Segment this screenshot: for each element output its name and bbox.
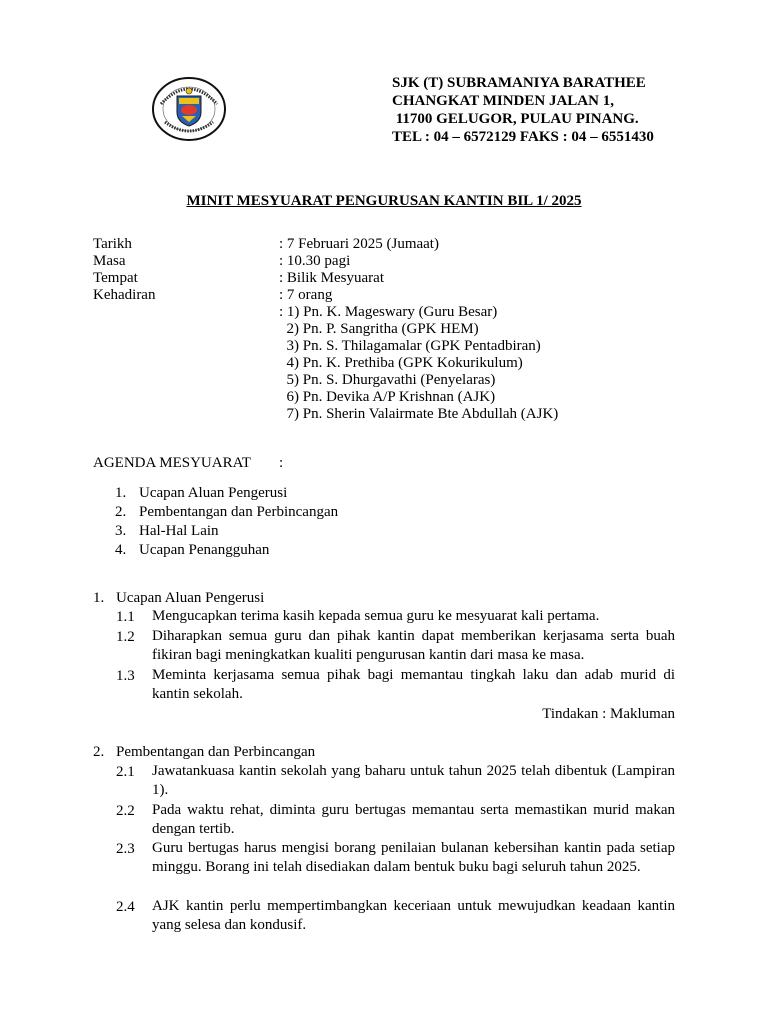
agenda-item-number: 2. — [115, 504, 127, 520]
item-number: 1.3 — [116, 668, 135, 684]
attendee-item: 7) Pn. Sherin Valairmate Bte Abdullah (AJK) — [279, 406, 559, 422]
minute-item-text: Meminta kerjasama semua pihak bagi memantau tingkah laku dan adab murid di kantin sekolah. — [152, 667, 675, 702]
section-2-number: 2. — [93, 744, 105, 760]
agenda-item: Pembentangan dan Perbincangan — [139, 504, 339, 520]
info-label-tempat: Tempat — [93, 270, 138, 286]
info-value-masa: : 10.30 pagi — [279, 253, 351, 269]
item-number: 2.4 — [116, 899, 135, 915]
agenda-item: Ucapan Penangguhan — [139, 542, 270, 558]
agenda-item-number: 1. — [115, 485, 127, 501]
section-2-title: Pembentangan dan Perbincangan — [116, 744, 316, 760]
info-label-tarikh: Tarikh — [93, 236, 132, 252]
minute-item-text: AJK kantin perlu mempertimbangkan keceriaan untuk mewujudkan keadaan kantin yang selesa dan kondusif. — [152, 898, 675, 933]
attendee-item: 4) Pn. K. Prethiba (GPK Kokurikulum) — [279, 355, 523, 371]
minute-item-text: Guru bertugas harus mengisi borang penilaian bulanan kebersihan kantin pada setiap minggu. Borang ini telah disediakan dalam bentuk buku bagi seluruh tahun 2025. — [152, 840, 675, 875]
action-note: Tindakan : Makluman — [542, 706, 675, 722]
school-name: SJK (T) SUBRAMANIYA BARATHEE — [392, 75, 646, 91]
info-value-kehadiran: : 7 orang — [279, 287, 333, 303]
info-label-masa: Masa — [93, 253, 126, 269]
address-line-1: CHANGKAT MINDEN JALAN 1, — [392, 93, 614, 109]
item-number: 2.2 — [116, 803, 135, 819]
agenda-item: Ucapan Aluan Pengerusi — [139, 485, 288, 501]
agenda-item: Hal-Hal Lain — [139, 523, 219, 539]
minute-item-text: Jawatankuasa kantin sekolah yang baharu untuk tahun 2025 telah dibentuk (Lampiran 1). — [152, 763, 675, 798]
attendee-item: 6) Pn. Devika A/P Krishnan (AJK) — [279, 389, 496, 405]
item-number: 2.3 — [116, 841, 135, 857]
agenda-colon: : — [279, 455, 284, 471]
contact-line: TEL : 04 – 6572129 FAKS : 04 – 6551430 — [392, 129, 654, 145]
section-1-number: 1. — [93, 590, 105, 606]
attendee-item: : 1) Pn. K. Mageswary (Guru Besar) — [279, 304, 498, 320]
minute-item-text: Mengucapkan terima kasih kepada semua guru ke mesyuarat kali pertama. — [152, 608, 600, 624]
item-number: 1.1 — [116, 609, 135, 625]
school-logo-icon — [151, 76, 227, 142]
address-line-2: 11700 GELUGOR, PULAU PINANG. — [392, 111, 639, 127]
minute-item-text: Pada waktu rehat, diminta guru bertugas memantau serta memastikan murid makan dengan tertib. — [152, 802, 675, 837]
info-value-tempat: : Bilik Mesyuarat — [279, 270, 384, 286]
school-address-block — [392, 74, 654, 146]
agenda-item-number: 3. — [115, 523, 127, 539]
attendee-item: 2) Pn. P. Sangritha (GPK HEM) — [279, 321, 479, 337]
info-value-tarikh: : 7 Februari 2025 (Jumaat) — [279, 236, 439, 252]
agenda-item-number: 4. — [115, 542, 127, 558]
agenda-heading: AGENDA MESYUARAT — [93, 455, 251, 471]
attendee-item: 5) Pn. S. Dhurgavathi (Penyelaras) — [279, 372, 496, 388]
item-number: 2.1 — [116, 764, 135, 780]
info-label-kehadiran: Kehadiran — [93, 287, 156, 303]
section-1-title: Ucapan Aluan Pengerusi — [116, 590, 265, 606]
item-number: 1.2 — [116, 629, 135, 645]
attendee-item: 3) Pn. S. Thilagamalar (GPK Pentadbiran) — [279, 338, 541, 354]
document-title: MINIT MESYUARAT PENGURUSAN KANTIN BIL 1/ 2025 — [186, 193, 582, 209]
minute-item-text: Diharapkan semua guru dan pihak kantin dapat memberikan kerjasama serta buah fikiran bagi meningkatkan kualiti pengurusan kantin dari masa ke masa. — [152, 628, 675, 663]
